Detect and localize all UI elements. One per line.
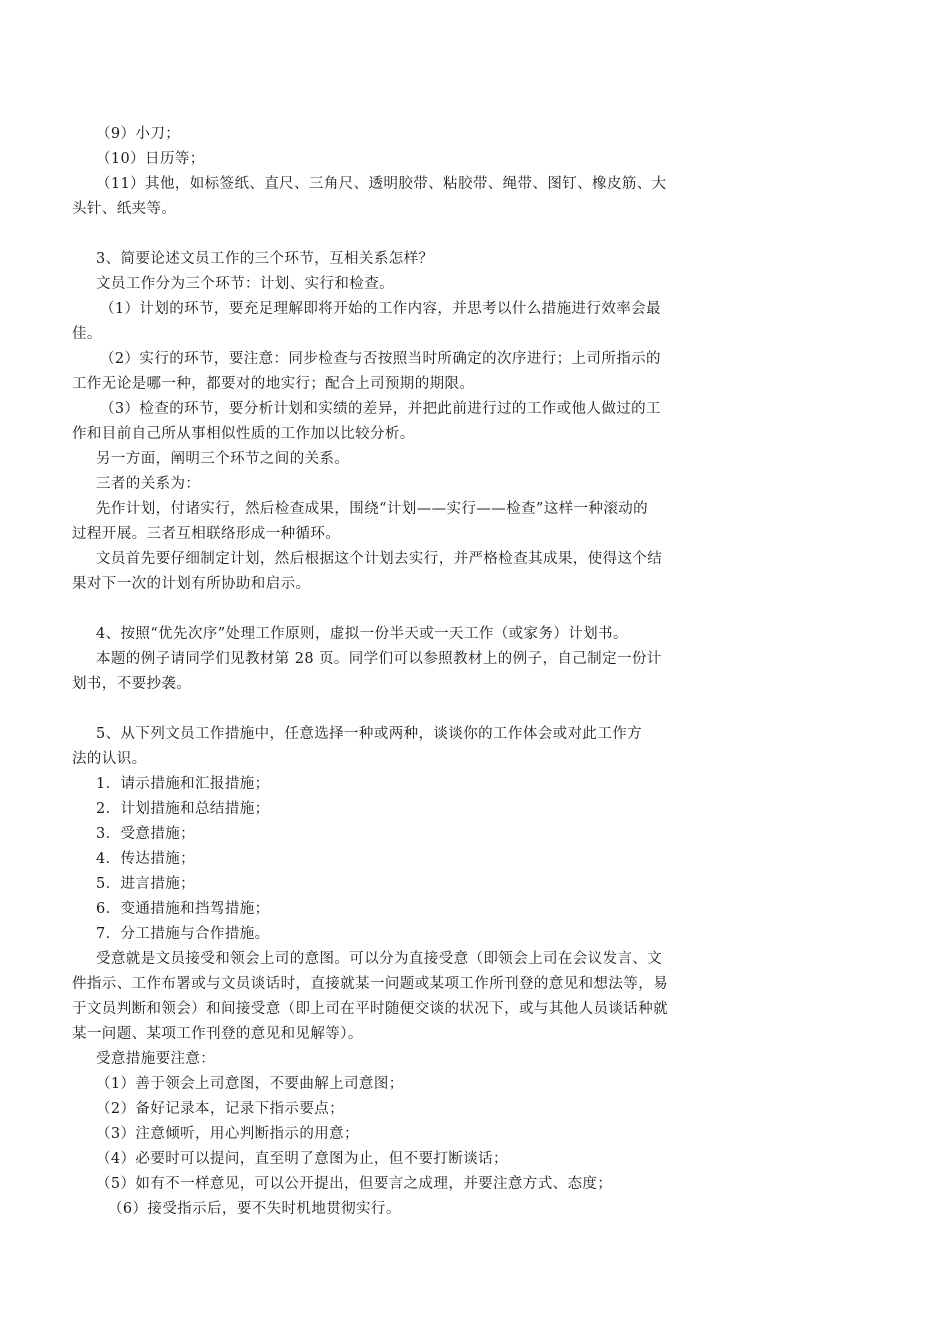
list-item: 6．变通措施和挡驾措施； xyxy=(96,901,270,917)
list-item: 4．传达措施； xyxy=(96,851,196,867)
paragraph-continuation: 头针、纸夹等。 xyxy=(72,201,177,217)
list-item: （3）注意倾听，用心判断指示的用意； xyxy=(96,1126,359,1142)
document-page xyxy=(72,122,744,1222)
blank-line xyxy=(72,597,744,622)
list-item: （11）其他，如标签纸、直尺、三角尺、透明胶带、粘胶带、绳带、图钉、橡皮筋、大 xyxy=(96,176,667,192)
paragraph: 受意措施要注意： xyxy=(96,1051,216,1067)
paragraph-continuation: 工作无论是哪一种，都要对的地实行；配合上司预期的期限。 xyxy=(72,376,475,392)
paragraph-continuation: 划书，不要抄袭。 xyxy=(72,676,192,692)
question-heading: 4、按照“优先次序”处理工作原则，虚拟一份半天或一天工作（或家务）计划书。 xyxy=(96,626,628,642)
paragraph-continuation: 于文员判断和领会）和间接受意（即上司在平时随便交谈的状况下，或与其他人员谈话种就 xyxy=(72,1001,668,1017)
list-item: 3．受意措施； xyxy=(96,826,196,842)
paragraph: 本题的例子请同学们见教材第 28 页。同学们可以参照教材上的例子，自己制定一份计 xyxy=(96,651,662,667)
paragraph-continuation: 某一问题、某项工作刊登的意见和见解等）。 xyxy=(72,1026,363,1042)
paragraph: 文员首先要仔细制定计划，然后根据这个计划去实行，并严格检查其成果，使得这个结 xyxy=(96,551,663,567)
list-item: 2．计划措施和总结措施； xyxy=(96,801,270,817)
paragraph-continuation: 果对下一次的计划有所协助和启示。 xyxy=(72,576,311,592)
list-item: 7．分工措施与合作措施。 xyxy=(96,926,270,942)
paragraph-continuation: 件指示、工作布署或与文员谈话时，直接就某一问题或某项工作所刊登的意见和想法等，易 xyxy=(72,976,668,992)
list-item: （2）实行的环节，要注意：同步检查与否按照当时所确定的次序进行；上司所指示的 xyxy=(100,351,661,367)
list-item: （3）检查的环节，要分析计划和实绩的差异，并把此前进行过的工作或他人做过的工 xyxy=(100,401,661,417)
paragraph-continuation: 过程开展。三者互相联络形成一种循环。 xyxy=(72,526,341,542)
paragraph: 文员工作分为三个环节：计划、实行和检查。 xyxy=(96,276,394,292)
list-item: （9）小刀； xyxy=(96,126,181,142)
list-item: （10）日历等； xyxy=(96,151,205,167)
list-item: （2）备好记录本，记录下指示要点； xyxy=(96,1101,345,1117)
paragraph: 受意就是文员接受和领会上司的意图。可以分为直接受意（即领会上司在会议发言、文 xyxy=(96,951,663,967)
list-item: （1）善于领会上司意图，不要曲解上司意图； xyxy=(96,1076,404,1092)
list-item: （5）如有不一样意见，可以公开提出，但要言之成理，并要注意方式、态度； xyxy=(96,1176,613,1192)
list-item: （1）计划的环节，要充足理解即将开始的工作内容，并思考以什么措施进行效率会最 xyxy=(100,301,661,317)
blank-line xyxy=(72,697,744,722)
paragraph-continuation: 佳。 xyxy=(72,326,102,342)
blank-line xyxy=(72,222,744,247)
question-heading: 3、简要论述文员工作的三个环节，互相关系怎样？ xyxy=(96,251,434,267)
list-item: 5．进言措施； xyxy=(96,876,196,892)
paragraph-continuation: 法的认识。 xyxy=(72,751,147,767)
paragraph-continuation: 作和目前自己所从事相似性质的工作加以比较分析。 xyxy=(72,426,415,442)
paragraph: 先作计划，付诸实行，然后检查成果，围绕“计划——实行——检查”这样一种滚动的 xyxy=(96,501,649,517)
list-item: （4）必要时可以提问，直至明了意图为止，但不要打断谈话； xyxy=(96,1151,508,1167)
paragraph: 另一方面，阐明三个环节之间的关系。 xyxy=(96,451,350,467)
list-item: 1．请示措施和汇报措施； xyxy=(96,776,270,792)
paragraph: 三者的关系为： xyxy=(96,476,201,492)
question-heading: 5、从下列文员工作措施中，任意选择一种或两种，谈谈你的工作体会或对此工作方 xyxy=(96,726,643,742)
list-item: （6）接受指示后，要不失时机地贯彻实行。 xyxy=(108,1201,401,1217)
